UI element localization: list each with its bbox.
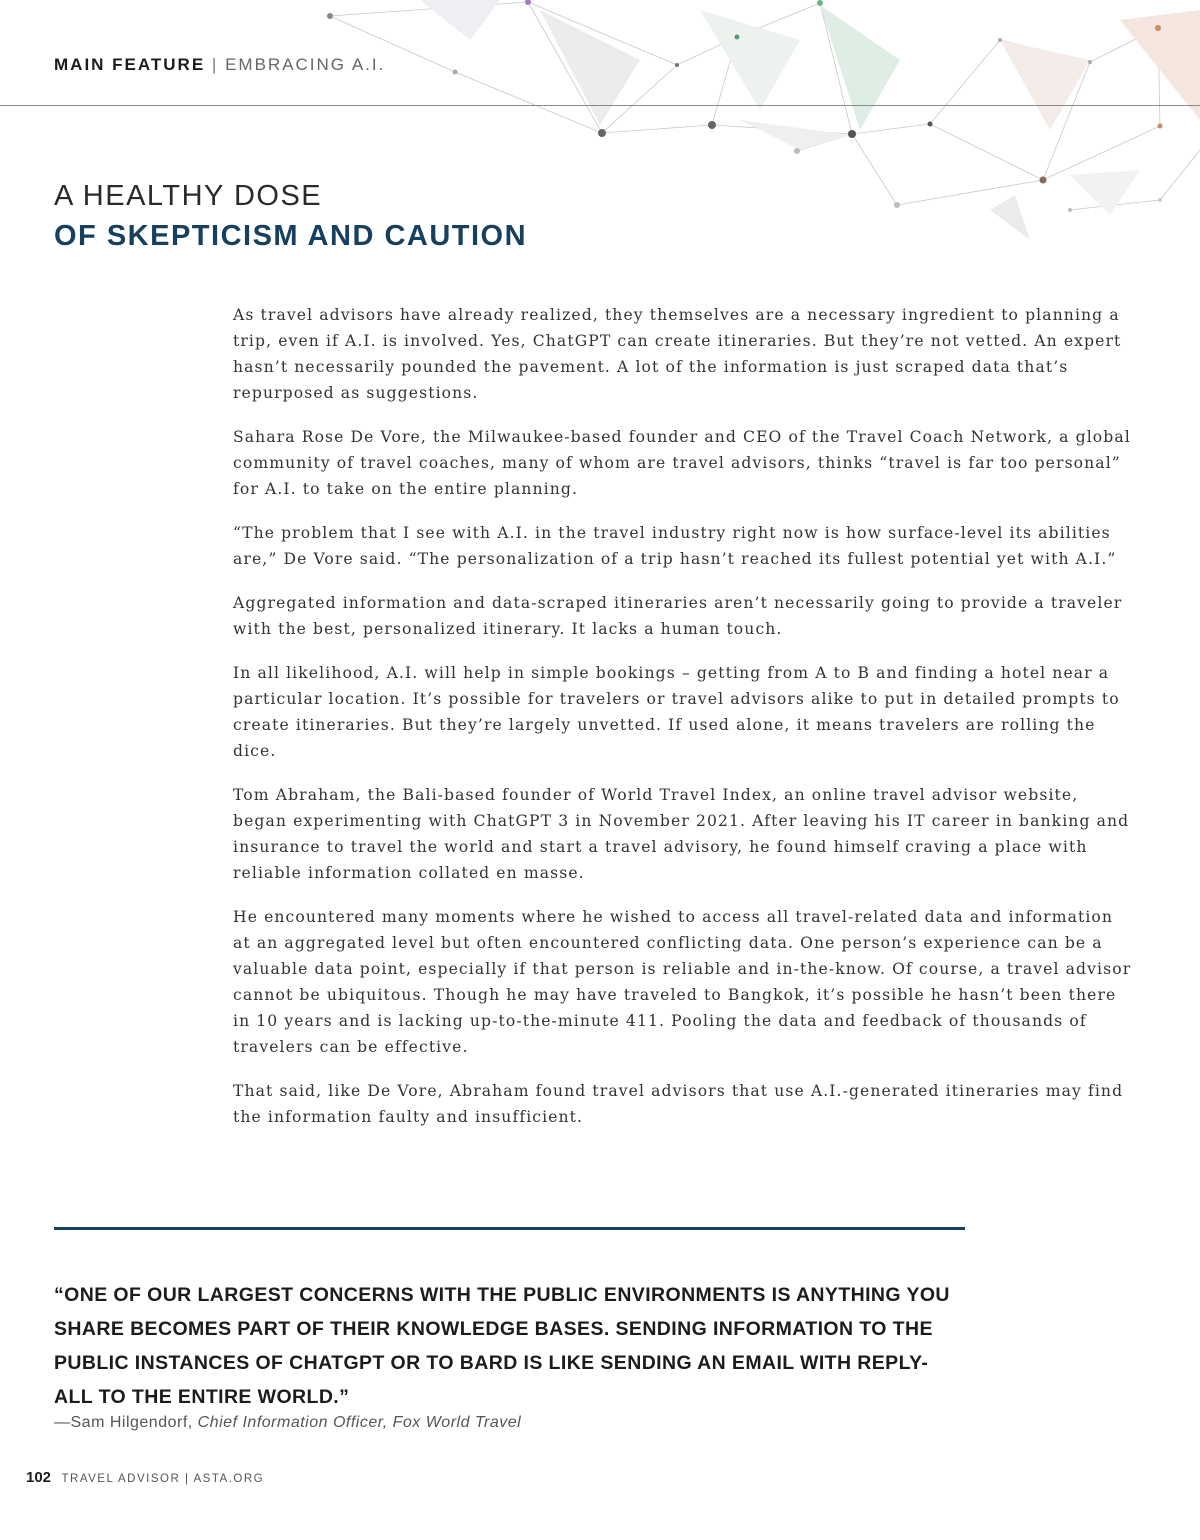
body-paragraph: As travel advisors have already realized, they themselves are a necessary ingredient to planning a trip, even if A.I. is involved. Yes, ChatGPT can create itineraries. But they’re not vetted. An expert hasn’t necessarily pounded the pavement. A lot of the information is just scraped data that’s repurposed as suggestions. bbox=[233, 306, 1122, 402]
body-paragraph: “The problem that I see with A.I. in the travel industry right now is how surface-level its abilities are,” De Vore said. “The personalization of a trip hasn’t reached its fullest potential yet with A.I.” bbox=[233, 524, 1117, 568]
section-header bbox=[54, 55, 385, 75]
attribution-title: Chief Information Officer, Fox World Travel bbox=[197, 1414, 522, 1431]
page-number: 102 bbox=[26, 1469, 52, 1486]
body-paragraph: That said, like De Vore, Abraham found travel advisors that use A.I.-generated itineraries may find the information faulty and insufficient. bbox=[233, 1082, 1124, 1126]
section-separator: | bbox=[211, 55, 219, 74]
page-footer bbox=[26, 1469, 264, 1487]
title-line-1: A HEALTHY DOSE bbox=[54, 180, 323, 212]
body-paragraph: Tom Abraham, the Bali-based founder of World Travel Index, an online travel advisor website, began experimenting with ChatGPT 3 in November 2021. After leaving his IT career in banking and insurance to travel the world and start a travel advisory, he found himself craving a place with reliable information collated en masse. bbox=[233, 786, 1130, 882]
body-paragraph: He encountered many moments where he wished to access all travel-related data and information at an aggregated level but often encountered conflicting data. One person’s experience can be a valuable data point, especially if that person is reliable and in-the-know. Of course, a travel advisor cannot be ubiquitous. Though he may have traveled to Bangkok, it’s possible he hasn’t been there in 10 years and is lacking up-to-the-minute 411. Pooling the data and feedback of thousands of travelers can be effective. bbox=[233, 908, 1132, 1056]
section-topic: EMBRACING A.I. bbox=[225, 55, 386, 74]
pull-quote-rule bbox=[54, 1227, 965, 1230]
publication-name: TRAVEL ADVISOR | ASTA.ORG bbox=[61, 1473, 265, 1485]
section-label: MAIN FEATURE bbox=[54, 55, 206, 74]
body-paragraph: In all likelihood, A.I. will help in simple bookings – getting from A to B and finding a hotel near a particular location. It’s possible for travelers or travel advisors alike to put in detailed prompts to create itineraries. But they’re largely unvetted. If used alone, it means travelers are rolling the dice. bbox=[233, 664, 1120, 760]
body-paragraph: Aggregated information and data-scraped itineraries aren’t necessarily going to provide a traveler with the best, personalized itinerary. It lacks a human touch. bbox=[233, 594, 1123, 638]
article-body bbox=[233, 302, 1133, 1148]
pull-quote: “ONE OF OUR LARGEST CONCERNS WITH THE PUBLIC ENVIRONMENTS IS ANYTHING YOU SHARE BECOMES PART OF THEIR KNOWLEDGE BASES. SENDING INFORMATION TO THE PUBLIC INSTANCES OF CHATGPT OR TO BARD IS LIKE SENDING AN EMAIL WITH REPLY-ALL TO THE ENTIRE WORLD.” bbox=[54, 1284, 950, 1408]
quote-attribution bbox=[54, 1414, 521, 1432]
header-rule bbox=[0, 105, 1200, 106]
body-paragraph: Sahara Rose De Vore, the Milwaukee-based founder and CEO of the Travel Coach Network, a global community of travel coaches, many of whom are travel advisors, thinks “travel is far too personal” for A.I. to take on the entire planning. bbox=[233, 428, 1131, 498]
article-title bbox=[54, 176, 527, 256]
title-line-2: OF SKEPTICISM AND CAUTION bbox=[54, 220, 528, 252]
attribution-name: —Sam Hilgendorf, bbox=[54, 1414, 193, 1431]
